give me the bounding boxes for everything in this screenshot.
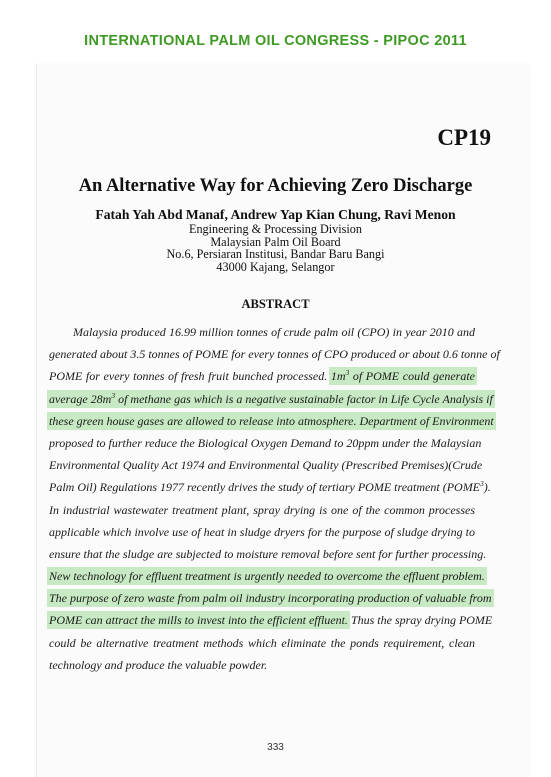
abstract-heading: ABSTRACT — [241, 297, 310, 311]
abstract-line: Malaysia produced 16.99 million tonnes of crude palm oil (CPO) in year 2010 and — [73, 325, 475, 339]
abstract-line: technology and produce the valuable powder. — [49, 657, 268, 672]
highlighted-text — [49, 392, 493, 406]
abstract-line: could be alternative treatment methods which eliminate the ponds requirement, clean — [49, 635, 475, 650]
abstract-line: proposed to further reduce the Biological Oxygen Demand to 20ppm under the Malaysian — [49, 435, 482, 450]
organization: Malaysian Palm Oil Board — [210, 234, 341, 249]
page-number: 333 — [267, 742, 284, 753]
highlighted-text: The purpose of zero waste from palm oil industry incorporating production of valuable from — [49, 591, 492, 606]
abstract-line — [49, 565, 485, 587]
abstract-line — [49, 365, 475, 387]
superscript: 3 — [480, 479, 484, 489]
division: Engineering & Processing Division — [189, 222, 362, 236]
abstract-text: POME for every tonnes of fresh fruit bunched processed. — [49, 369, 328, 384]
superscript: 3 — [345, 368, 350, 378]
abstract-line: ensure that the sludge are subjected to moisture removal before sent for further processing. — [49, 546, 487, 561]
abstract-line — [49, 587, 492, 609]
address-line: No.6, Persiaran Institusi, Bandar Baru Bangi — [166, 247, 385, 262]
abstract-body — [49, 321, 500, 676]
abstract-text: Palm Oil) Regulations 1977 recently drives the study of tertiary POME treatment (POME — [49, 480, 481, 495]
abstract-line: In industrial wastewater treatment plant, spray drying is one of the common processes — [49, 502, 475, 517]
abstract-line: Environmental Quality Act 1974 and Environmental Quality (Prescribed Premises)(Crude — [49, 458, 483, 473]
abstract-text: of methane gas which is a negative sustainable factor in Life Cycle Analysis if — [115, 391, 493, 406]
abstract-line: generated about 3.5 tonnes of POME for every tonnes of CPO produced or about 0.6 tonne of — [49, 347, 500, 362]
abstract-text: Thus the spray drying POME — [347, 613, 493, 628]
highlighted-text: these green house gases are allowed to release into atmosphere. Department of Environment — [49, 413, 494, 428]
paper-title: An Alternative Way for Achieving Zero Discharge — [78, 176, 473, 196]
abstract-line — [49, 388, 493, 410]
highlighted-text — [331, 369, 475, 383]
abstract-text: ). — [483, 480, 491, 495]
city-line: 43000 Kajang, Selangor — [216, 259, 335, 274]
abstract-text: of POME could generate — [349, 369, 475, 384]
highlighted-text: POME can attract the mills to invest into the efficient effluent. — [49, 613, 348, 628]
highlighted-text: New technology for effluent treatment is urgently needed to overcome the effluent problem. — [49, 569, 485, 584]
conference-header: INTERNATIONAL PALM OIL CONGRESS - PIPOC 2011 — [84, 33, 467, 49]
superscript: 3 — [111, 390, 116, 400]
author-block — [0, 206, 551, 273]
abstract-line — [49, 609, 493, 631]
abstract-text: 1m — [330, 369, 346, 384]
authors: Fatah Yah Abd Manaf, Andrew Yap Kian Chung, Ravi Menon — [95, 207, 456, 222]
abstract-line — [49, 410, 494, 432]
paper-code: CP19 — [437, 125, 491, 150]
abstract-line: applicable which involve use of heat in sludge dryers for the purpose of sludge drying to — [49, 524, 475, 539]
abstract-text: average 28m — [49, 391, 112, 406]
abstract-line — [49, 476, 491, 498]
